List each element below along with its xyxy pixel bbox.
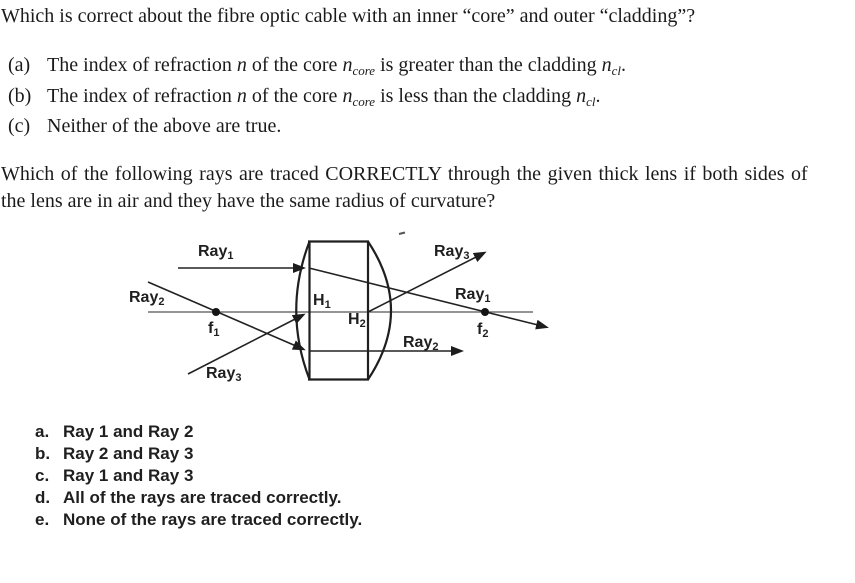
ray2-right-label: Ray2 [403,334,439,353]
answer-d-text: All of the rays are traced correctly. [63,488,342,507]
ray1-refracted-line [309,268,546,327]
h1-label: H1 [313,292,331,311]
option-c-text: Neither of the above are true. [47,115,282,137]
answer-d-letter: d. [35,488,51,507]
question-2-text-line2: the lens are in air and they have the same radius of curvature? [1,190,496,212]
ray3-left-label: Ray3 [206,365,242,384]
option-b-marker: (b) [8,85,32,107]
question-2-text-line1: Which of the following rays are traced CORRECTLY through the given thick lens if both sides of [1,163,808,185]
answer-b-letter: b. [35,444,51,463]
answer-b-text: Ray 2 and Ray 3 [63,444,194,463]
answer-a-text: Ray 1 and Ray 2 [63,422,194,441]
ray1-right-label: Ray1 [455,286,491,305]
answer-c-letter: c. [35,466,50,485]
option-c-marker: (c) [8,115,31,137]
answer-c-text: Ray 1 and Ray 3 [63,466,194,485]
option-a-marker: (a) [8,54,31,76]
ray1-left-label: Ray1 [198,243,234,262]
answer-e-text: None of the rays are traced correctly. [63,510,363,529]
option-b-text: The index of refraction n of the core $n_{core}$ is less than the cladding $n_{cl}$. [47,85,601,109]
option-a-text: The index of refraction n of the core $n_{core}$ is greater than the cladding $n_{cl}$. [47,54,627,78]
f1-label: f1 [208,320,220,339]
focal-point-f1-dot [212,308,220,316]
ray2-incoming-line [148,282,303,349]
ray3-right-label: Ray3 [434,243,470,262]
h2-label: H2 [348,311,366,330]
f2-label: f2 [477,321,489,340]
stray-scan-mark [399,233,405,235]
question-1-text: Which is correct about the fibre optic cable with an inner “core” and outer “cladding”? [1,5,696,27]
answer-e-letter: e. [35,510,50,529]
ray2-left-label: Ray2 [129,289,165,308]
answer-a-letter: a. [35,422,50,441]
lens-left-surface-arc [296,242,309,380]
focal-point-f2-dot [481,308,489,316]
